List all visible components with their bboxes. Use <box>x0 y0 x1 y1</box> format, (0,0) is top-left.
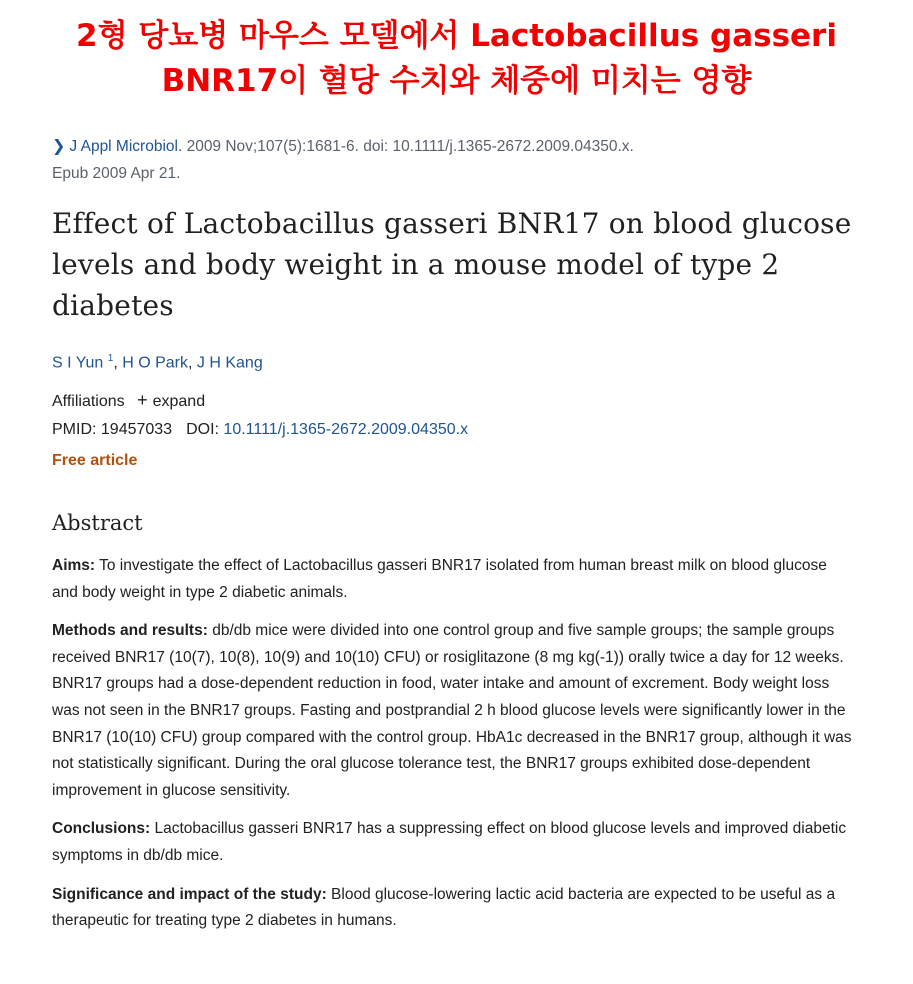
banner-line-1: 2형 당뇨병 마우스 모델에서 Lactobacillus gasseri <box>76 18 837 54</box>
abstract-conclusions <box>52 816 852 869</box>
citation-details: 2009 Nov;107(5):1681-6. doi: 10.1111/j.1365-2672.2009.04350.x. <box>182 138 634 155</box>
citation-block <box>52 133 634 187</box>
section-text: Blood glucose-lowering lactic acid bacteria are expected to be useful as a therapeutic for treating type 2 diabetes in humans. <box>52 885 836 930</box>
expand-affiliations-button[interactable] <box>137 390 206 410</box>
section-label: Aims: <box>52 557 96 574</box>
author-link[interactable]: H O Park <box>122 354 189 372</box>
banner-line-2: BNR17이 혈당 수치와 체중에 미치는 영향 <box>161 63 752 99</box>
korean-title-banner <box>0 14 913 104</box>
abstract-heading: Abstract <box>52 511 143 535</box>
chevron-right-icon[interactable]: ❯ <box>52 138 66 155</box>
journal-link[interactable]: J Appl Microbiol. <box>69 138 183 155</box>
section-label: Conclusions: <box>52 820 151 838</box>
citation-line <box>52 133 634 160</box>
abstract-methods <box>52 618 852 804</box>
section-text: db/db mice were divided into one control group and five sample groups; the sample groups received BNR17 (10(7), 10(8), 10(9) and 10(10) CFU) or rosiglitazone (8 mg kg(-1)) orally twice a day for 12 weeks. BNR17 groups had a dose-dependent reduction in food, water intake and amount of excrement. Body weight loss was not seen in the BNR17 groups. Fasting and postprandial 2 h blood glucose levels were significantly lower in the BNR17 (10(10) CFU) group compared with the control group. HbA1c decreased in the BNR17 group, although it was not statistically significant. During the oral glucose tolerance test, the BNR17 groups exhibited dose-dependent improvement in glucose sensitivity. <box>52 622 852 799</box>
expand-label: expand <box>152 393 206 410</box>
abstract-aims <box>52 553 852 606</box>
affiliations-row <box>52 387 205 415</box>
section-text: To investigate the effect of Lactobacillus gasseri BNR17 isolated from human breast milk on blood glucose and body weight in type 2 diabetic animals. <box>52 557 827 601</box>
pmid-value: 19457033 <box>100 421 173 438</box>
doi-label: DOI: <box>186 421 224 438</box>
author-link[interactable]: S I Yun <box>52 354 104 372</box>
section-label: Methods and results: <box>52 622 208 640</box>
identifiers-row <box>52 417 468 443</box>
article-title: Effect of Lactobacillus gasseri BNR17 on blood glucose levels and body weight in a mouse model of type 2 diabetes <box>52 207 852 322</box>
section-text: Lactobacillus gasseri BNR17 has a suppressing effect on blood glucose levels and improved diabetic symptoms in db/db mice. <box>52 820 847 864</box>
author-list: S I Yun $^1$, H O Park, J H Kang <box>52 353 263 372</box>
section-label: Significance and impact of the study: <box>52 885 327 903</box>
plus-icon: + <box>137 390 148 410</box>
doi-link[interactable]: 10.1111/j.1365-2672.2009.04350.x <box>223 421 469 438</box>
affiliations-label: Affiliations <box>52 393 125 410</box>
abstract-body <box>52 553 852 947</box>
author-link[interactable]: J H Kang <box>196 354 263 372</box>
abstract-significance <box>52 882 852 935</box>
pmid-label: PMID: <box>52 421 101 438</box>
free-article-badge: Free article <box>52 452 138 469</box>
epub-date: Epub 2009 Apr 21. <box>52 165 181 182</box>
affiliation-marker[interactable]: 1 <box>107 353 114 364</box>
